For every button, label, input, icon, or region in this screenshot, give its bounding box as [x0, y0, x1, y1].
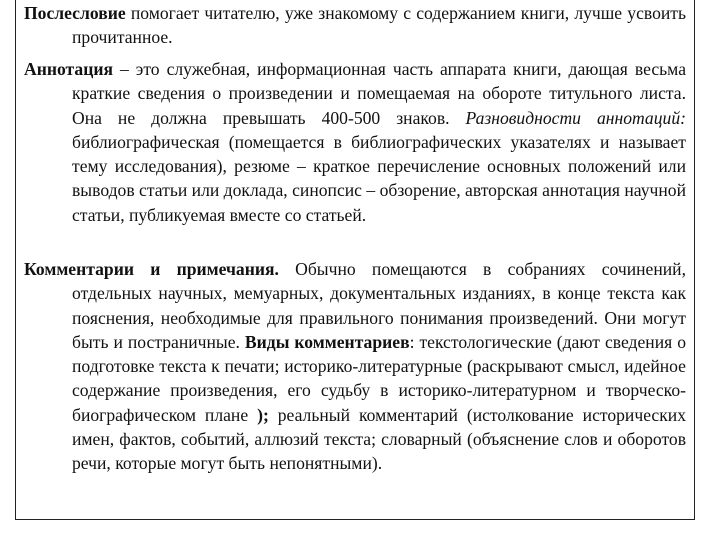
comments-text-before: Обычно помещаются в собраниях сочинений, отдельных научных, мемуарных, документальных изданиях, в конце текста как пояснения, необходимые для правильного понимания произведений. Они могут быть и постраничные.	[72, 259, 686, 352]
comments-paragraph	[24, 257, 686, 476]
annotation-text-before: – это служебная, информационная часть аппарата книги, дающая весьма краткие сведения о произведении и помещаемая на обороте титульного листа. Она не должна превышать 400-500 знаков.	[72, 59, 686, 128]
comments-term: Комментарии и примечания.	[24, 259, 279, 279]
comment-types-label: Виды комментариев	[244, 331, 410, 352]
comments-bold-semicolon: );	[257, 404, 269, 425]
annotation-types-label: Разновидности аннотаций:	[465, 107, 686, 128]
annotation-text-after: библиографическая (помещается в библиографических указателях и называет тему исследования), резюме – краткое перечисление основных положений или выводов статьи или доклада, синопсис – обзорение, авторская аннотация научной статьи, публикуемая вместе со статьей.	[72, 131, 686, 225]
annotation-paragraph	[24, 57, 686, 227]
comments-text-after-1: : текстологические (дают сведения о подготовке текста к печати; историко-литературные (раскрывают смысл, идейное содержание произведения, его судьбу в историко-литературном и творческо-биографическом плане	[72, 331, 686, 425]
comments-text-after-2: реальный комментарий (истолкование исторических имен, фактов, событий, аллюзий текста; словарный (объяснение слов и оборотов речи, которые могут быть непонятными).	[72, 404, 687, 474]
afterword-term: Послесловие	[24, 3, 126, 23]
afterword-paragraph	[24, 1, 686, 50]
annotation-term: Аннотация	[24, 59, 113, 79]
afterword-text: помогает читателю, уже знакомому с содержанием книги, лучше усвоить прочитанное.	[72, 3, 686, 48]
